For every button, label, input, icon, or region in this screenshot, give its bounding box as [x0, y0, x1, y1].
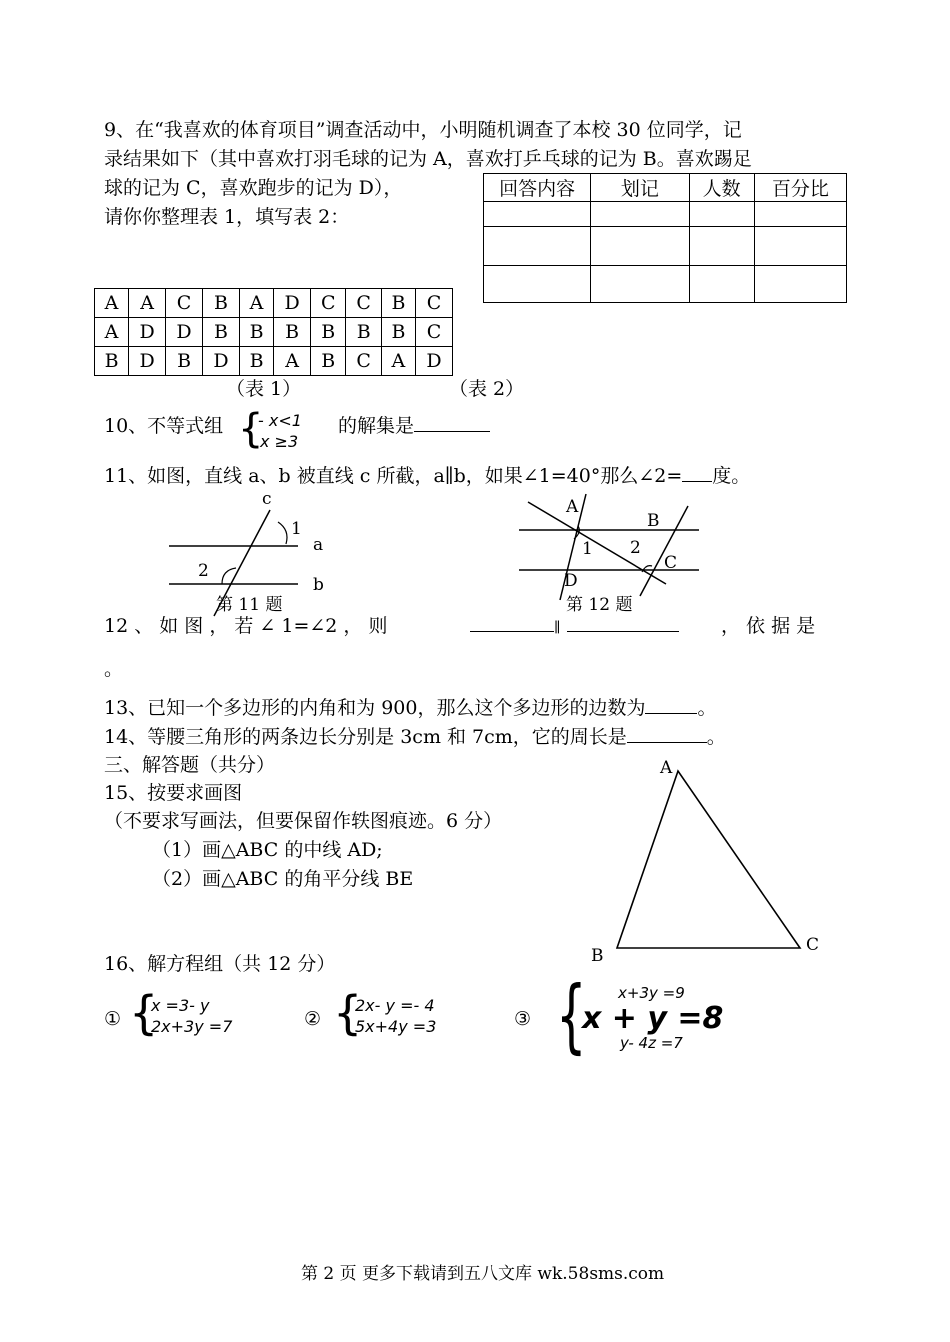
system3-eq2: x + y =8: [582, 1001, 724, 1036]
table2-cell[interactable]: [754, 227, 846, 266]
table1-cell: B: [95, 347, 129, 376]
label-b: b: [313, 575, 324, 595]
table1-cell: C: [346, 289, 381, 318]
table1-cell: B: [203, 289, 240, 318]
table2-cell[interactable]: [754, 266, 846, 303]
table1-cell: B: [240, 347, 274, 376]
label-a: a: [313, 535, 324, 555]
table1-caption: （表 1）: [226, 378, 302, 400]
table2-cell[interactable]: [591, 227, 689, 266]
table-2: [483, 173, 847, 303]
table1-cell: D: [203, 347, 240, 376]
table1-cell: B: [381, 289, 415, 318]
table2-header: 回答内容: [484, 174, 591, 202]
q10-eq1: - x<1: [258, 411, 302, 430]
q15-title: 15、按要求画图: [104, 782, 243, 804]
page-footer: 第 2 页 更多下载请到五八文库 wk.58sms.com: [301, 1264, 665, 1284]
q10-suffix: 的解集是: [338, 417, 490, 436]
table1-cell: A: [381, 347, 415, 376]
label-angle-2: 2: [630, 538, 641, 558]
section3-heading: 三、解答题（共分）: [104, 754, 276, 776]
table2-cell[interactable]: [689, 266, 754, 303]
table1-cell: C: [415, 318, 452, 347]
label-B: B: [647, 511, 660, 531]
label-angle-1: 1: [291, 519, 302, 539]
table1-cell: C: [311, 289, 346, 318]
table2-cell[interactable]: [754, 202, 846, 227]
brace-icon: {: [556, 969, 587, 1062]
system3-eq1: x+3y =9: [618, 984, 685, 1002]
brace-icon: {: [333, 986, 363, 1040]
q12-answer: ∥: [470, 617, 679, 636]
system1-number: ①: [104, 1008, 122, 1030]
label-B: B: [591, 946, 604, 965]
table2-cell[interactable]: [591, 266, 689, 303]
table2-cell[interactable]: [484, 227, 591, 266]
triangle-figure: [585, 755, 825, 965]
q12-dot: 。: [104, 658, 124, 680]
table1-cell: B: [203, 318, 240, 347]
brace-icon: {: [238, 406, 264, 452]
table2-header: 人数: [689, 174, 754, 202]
q12-text-a: 12 、 如 图 ， 若 ∠ 1=∠2 ， 则: [104, 615, 388, 637]
q15-item2: （2）画△ABC 的角平分线 BE: [152, 868, 414, 890]
q12-text-b: ， 依 据 是: [721, 615, 816, 637]
label-c: c: [262, 489, 272, 509]
q13-answer-blank[interactable]: [645, 713, 697, 714]
table2-caption: （表 2）: [449, 378, 525, 400]
label-A: A: [660, 758, 673, 778]
table2-cell[interactable]: [484, 202, 591, 227]
table1-cell: D: [274, 289, 311, 318]
q15-item1: （1）画△ABC 的中线 AD;: [152, 839, 383, 861]
label-C: C: [806, 935, 820, 955]
table1-cell: B: [240, 318, 274, 347]
system1-eq2: 2x+3y =7: [151, 1017, 233, 1036]
q9-line4: 请你你整理表 1，填写表 2：: [104, 206, 350, 228]
table2-cell[interactable]: [591, 202, 689, 227]
q12-caption: 第 12 题: [566, 595, 633, 615]
table-1: [94, 288, 453, 376]
table1-cell: B: [274, 318, 311, 347]
table1-cell: D: [415, 347, 452, 376]
q16-title: 16、解方程组（共 12 分）: [104, 953, 336, 975]
table1-cell: C: [166, 289, 203, 318]
q9-line1: 9、在“我喜欢的体育项目”调查活动中，小明随机调查了本校 30 位同学，记: [104, 119, 742, 141]
label-D: D: [564, 571, 578, 591]
table2-cell[interactable]: [484, 266, 591, 303]
table2-header: 划记: [591, 174, 689, 202]
system1-eq1: x =3- y: [151, 996, 210, 1015]
system2-eq1: 2x- y =- 4: [355, 996, 435, 1015]
q12-figure: [516, 492, 716, 602]
q10-answer-blank[interactable]: [414, 431, 490, 432]
table1-cell: A: [129, 289, 166, 318]
q10-eq2: x ≥3: [260, 432, 299, 451]
q9-line2: 录结果如下（其中喜欢打羽毛球的记为 A，喜欢打乒乓球的记为 B。喜欢踢足: [104, 148, 752, 170]
table1-cell: C: [346, 347, 381, 376]
system2-eq2: 5x+4y =3: [355, 1017, 437, 1036]
label-angle-1: 1: [582, 539, 593, 559]
q11-caption: 第 11 题: [216, 595, 283, 615]
table1-cell: A: [240, 289, 274, 318]
q12-blank-2[interactable]: [567, 631, 679, 632]
label-angle-2: 2: [198, 561, 209, 581]
table2-cell[interactable]: [689, 202, 754, 227]
table1-cell: B: [381, 318, 415, 347]
q15-note: （不要求写画法，但要保留作轶图痕迹。6 分）: [104, 810, 503, 832]
label-C: C: [664, 553, 678, 573]
system3-eq3: y- 4z =7: [620, 1034, 683, 1052]
table1-cell: B: [311, 347, 346, 376]
q14-answer-blank[interactable]: [627, 742, 707, 743]
q9-line3: 球的记为 C，喜欢跑步的记为 D），: [104, 177, 403, 199]
q10-prefix: 10、不等式组: [104, 415, 224, 437]
label-A: A: [566, 497, 579, 517]
q12-blank-1[interactable]: [470, 631, 554, 632]
table1-cell: C: [415, 289, 452, 318]
table1-cell: B: [166, 347, 203, 376]
table1-cell: D: [129, 347, 166, 376]
table2-header: 百分比: [754, 174, 846, 202]
table1-cell: B: [346, 318, 381, 347]
q11-text: 11、如图，直线 a、b 被直线 c 所截，a∥b，如果∠1=40°那么∠2= 度。: [104, 465, 751, 487]
table1-cell: A: [274, 347, 311, 376]
q11-answer-blank[interactable]: [682, 481, 712, 482]
system3-number: ③: [514, 1008, 532, 1030]
table1-cell: A: [95, 318, 129, 347]
brace-icon: {: [129, 986, 159, 1040]
q13-text: 13、已知一个多边形的内角和为 900，那么这个多边形的边数为 。: [104, 697, 717, 719]
table2-cell[interactable]: [689, 227, 754, 266]
table1-cell: D: [129, 318, 166, 347]
q14-text: 14、等腰三角形的两条边长分别是 3cm 和 7cm，它的周长是 。: [104, 726, 726, 748]
table1-cell: D: [166, 318, 203, 347]
table1-cell: A: [95, 289, 129, 318]
system2-number: ②: [304, 1008, 322, 1030]
table1-cell: B: [311, 318, 346, 347]
